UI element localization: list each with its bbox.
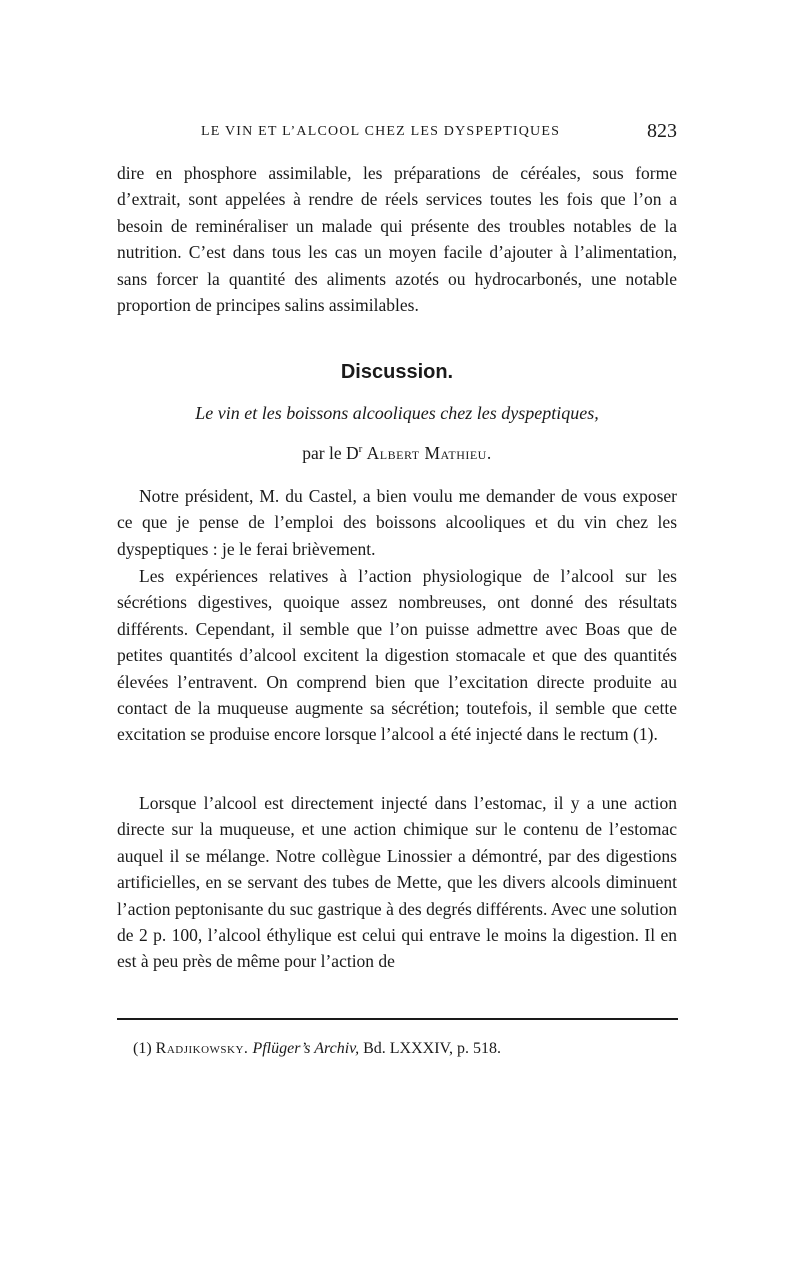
footnote-author: Radjikowsky. [155, 1040, 249, 1057]
paragraph-continued: dire en phosphore assimilable, les préparations de céréales, sous forme d’extrait, sont appelées à rendre de réels services toutes les fois que l’on a besoin de reminéraliser un malade qui présente des troubles notables de la nutrition. C’est dans tous les cas un moyen facile d’ajouter à l’alimentation, sans forcer la quantité des aliments azotés ou hydrocarbonés, une notable proportion de principes salins assimilables. [117, 163, 677, 316]
byline-sup: r [358, 443, 363, 456]
paragraph-experiments: Les expériences relatives à l’action physiologique de l’alcool sur les sécrétions digestives, quoique assez nombreuses, ont donné des résultats différents. Cependant, il semble que l’on puisse admettre avec Boas que de petites quantités d’alcool excitent la digestion stomacale et que des quantités élevées l’entravent. On comprend bien que l’excitation directe produite au contact de la muqueuse augmente sa sécrétion; toutefois, il semble que cette excitation se produise encore lorsque l’alcool a été injecté dans le rectum (1). [117, 566, 677, 745]
section-title: Discussion. [340, 361, 454, 383]
footnote-marker: (1) [133, 1040, 152, 1057]
author-byline [117, 443, 677, 464]
running-title: LE VIN ET L’ALCOOL CHEZ LES DYSPEPTIQUES [201, 124, 561, 139]
byline-prefix: par le D [302, 443, 359, 463]
footnote-divider [117, 1018, 678, 1020]
footnote [133, 1040, 678, 1058]
section-subtitle: Le vin et les boissons alcooliques chez les dyspeptiques, [195, 403, 599, 423]
footnote-journal: Pflüger’s Archiv, [252, 1040, 360, 1057]
paragraph-injection: Lorsque l’alcool est directement injecté dans l’estomac, il y a une action directe sur la muqueuse, et une action chimique sur le contenu de l’estomac auquel il se mélange. Notre collègue Linossier a démontré, par des digestions artificielles, en se servant des tubes de Mette, que les divers alcools diminuent l’action peptonisante du suc gastrique à des degrés différents. Avec une solution de 2 p. 100, l’alcool éthylique est celui qui entrave le moins la digestion. Il en est à peu près de même pour l’action de [117, 793, 677, 972]
paragraph-intro: Notre président, M. du Castel, a bien voulu me demander de vous exposer ce que je pense de l’emploi des boissons alcooliques et du vin chez les dyspeptiques : je le ferai brièvement. [117, 486, 677, 559]
running-header [117, 120, 677, 146]
author-name: Albert Mathieu. [366, 443, 492, 463]
footnote-reference: Bd. LXXXIV, p. 518. [363, 1040, 502, 1057]
page-number: 823 [647, 120, 677, 142]
